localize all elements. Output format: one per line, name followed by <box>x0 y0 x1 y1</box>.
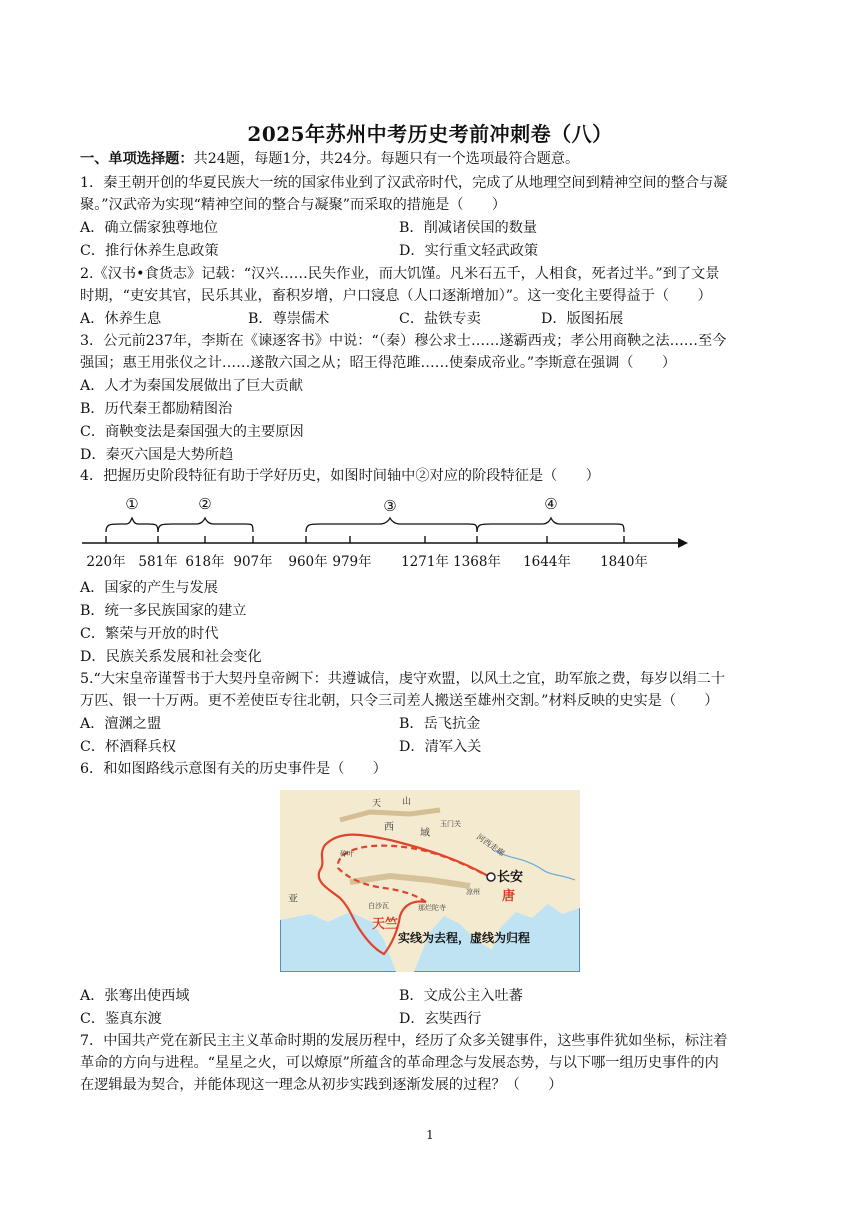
year-label-1644: 1644年 <box>523 554 571 570</box>
q3-stem-line2: 强国；惠王用张仪之计……遂散六国之从；昭王得范雎……使秦成帝业。”李斯意在强调（ ） <box>80 355 677 371</box>
q5-option-a[interactable]: A．澶渊之盟 <box>80 716 162 732</box>
q6-option-d[interactable]: D．玄奘西行 <box>399 1011 482 1027</box>
q6-option-a[interactable]: A．张骞出使西域 <box>80 988 190 1004</box>
exam-title: 2025年苏州中考历史考前冲刺卷（八） <box>247 122 613 146</box>
q7-stem-line1: 7．中国共产党在新民主主义革命时期的发展历程中，经历了众多关键事件，这些事件犹如坐标，标注着 <box>80 1033 728 1049</box>
map-label-suiye: 碎叶 <box>340 850 354 858</box>
map-label-nalantuo: 那烂陀寺 <box>418 904 446 912</box>
q1-option-a[interactable]: A．确立儒家独尊地位 <box>80 220 218 236</box>
section-description: 共24题，每题1分，共24分。每题只有一个选项最符合题意。 <box>193 151 580 167</box>
year-label-979: 979年 <box>332 554 372 570</box>
q2-option-a[interactable]: A．休养生息 <box>80 311 162 327</box>
section-header <box>80 148 780 170</box>
year-label-220: 220年 <box>86 554 126 570</box>
q2-option-d[interactable]: D．版图拓展 <box>541 311 624 327</box>
q3-stem-line1: 3．公元前237年，李斯在《谏逐客书》中说：“（秦）穆公求士……遂霸西戎；孝公用商鞅之法……至今 <box>80 333 727 349</box>
map-label-tian: 天 <box>372 799 382 809</box>
q4-stem-line1: 4．把握历史阶段特征有助于学好历史，如图时间轴中②对应的阶段特征是（ ） <box>80 468 600 484</box>
bracket-4 <box>477 518 624 532</box>
year-label-907: 907年 <box>233 554 273 570</box>
map-label-hexi: 河西走廊 <box>474 832 507 858</box>
bracket-label-2: ② <box>198 495 212 513</box>
q5-stem-line1: 5.“大宋皇帝谨誓书于大契丹皇帝阙下：共遵诚信，虔守欢盟，以风土之宜，助军旅之费，每岁以绢二十 <box>80 671 726 687</box>
q3-option-a[interactable]: A．人才为秦国发展做出了巨大贡献 <box>80 378 304 394</box>
q3-option-c[interactable]: C．商鞅变法是秦国强大的主要原因 <box>80 424 304 440</box>
bracket-2 <box>158 518 253 532</box>
q1-option-c[interactable]: C．推行休养生息政策 <box>80 243 219 259</box>
q7-stem-line3: 在逻辑最为契合，并能体现这一理念从初步实践到逐渐发展的过程？（ ） <box>80 1077 563 1093</box>
q2-option-c[interactable]: C．盐铁专卖 <box>399 311 481 327</box>
map-label-tang: 唐 <box>502 889 516 904</box>
q5-option-b[interactable]: B．岳飞抗金 <box>399 716 481 732</box>
changan-marker <box>487 873 495 881</box>
q1-stem-line1: 1．秦王朝开创的华夏民族大一统的国家伟业到了汉武帝时代，完成了从地理空间到精神空间的整合与凝 <box>80 175 728 191</box>
q1-option-d[interactable]: D．实行重文轻武政策 <box>399 243 539 259</box>
q5-stem-line2: 万匹、银一十万两。更不差使臣专往北朝，只令三司差人搬送至雄州交割。”材料反映的史实是（ ） <box>80 693 719 709</box>
q7-stem-line2: 革命的方向与进程。“星星之火，可以燎原”所蕴含的革命理念与发展态势，与以下哪一组历史事件的内 <box>80 1055 719 1071</box>
q1-option-b[interactable]: B．削减诸侯国的数量 <box>399 220 538 236</box>
q4-option-a[interactable]: A．国家的产生与发展 <box>80 580 218 596</box>
bracket-1 <box>106 518 158 532</box>
q2-stem-line2: 时期，“吏安其官，民乐其业，畜积岁增，户口寖息（人口逐渐增加）”。这一变化主要得益于（ ） <box>80 288 712 304</box>
year-label-618: 618年 <box>185 554 225 570</box>
year-label-581: 581年 <box>138 554 178 570</box>
q3-option-b[interactable]: B．历代秦王都励精图治 <box>80 401 233 417</box>
map-label-yu: 域 <box>420 828 430 839</box>
map-caption: 实线为去程，虚线为归程 <box>398 931 531 945</box>
map-label-ya: 亚 <box>288 894 298 905</box>
map-label-changan: 长安 <box>497 870 524 885</box>
q2-option-b[interactable]: B．尊崇儒术 <box>248 311 330 327</box>
q6-stem-line1: 6．和如图路线示意图有关的历史事件是（ ） <box>80 761 387 777</box>
map-label-liangzhou: 凉州 <box>466 888 480 896</box>
q6-option-c[interactable]: C．鉴真东渡 <box>80 1011 162 1027</box>
map-label-shan: 山 <box>402 797 412 807</box>
year-label-1271: 1271年 <box>401 554 449 570</box>
year-label-1368: 1368年 <box>453 554 501 570</box>
q2-stem-line1: 2.《汉书•食货志》记载：“汉兴……民失作业，而大饥馑。凡米石五千，人相食，死者过半。”到了文景 <box>80 266 720 282</box>
q4-option-c[interactable]: C．繁荣与开放的时代 <box>80 626 219 642</box>
section-label: 一、单项选择题： <box>80 151 194 167</box>
bracket-label-3: ③ <box>383 497 397 515</box>
q4-option-d[interactable]: D．民族关系发展和社会变化 <box>80 649 262 665</box>
bracket-3 <box>306 518 477 532</box>
q1-stem-line2: 聚。”汉武帝为实现“精神空间的整合与凝聚”而采取的措施是（ ） <box>80 197 507 213</box>
year-label-1840: 1840年 <box>600 554 648 570</box>
route-map <box>280 790 580 972</box>
q5-option-d[interactable]: D．清军入关 <box>399 739 482 755</box>
year-label-960: 960年 <box>288 554 328 570</box>
map-label-baishawa: 白沙瓦 <box>368 902 389 910</box>
q5-option-c[interactable]: C．杯酒释兵权 <box>80 739 176 755</box>
bracket-label-1: ① <box>125 495 139 513</box>
q3-option-d[interactable]: D．秦灭六国是大势所趋 <box>80 447 234 463</box>
map-label-xi: 西 <box>384 822 394 833</box>
q6-option-b[interactable]: B．文成公主入吐蕃 <box>399 988 523 1004</box>
timeline-arrow <box>678 538 688 548</box>
map-label-tianzhu: 天竺 <box>372 917 399 932</box>
timeline-diagram <box>80 490 692 576</box>
map-label-yumenguan: 玉门关 <box>440 820 461 828</box>
q4-option-b[interactable]: B．统一多民族国家的建立 <box>80 603 247 619</box>
page-number: 1 <box>426 1128 434 1142</box>
bracket-label-4: ④ <box>544 495 558 513</box>
